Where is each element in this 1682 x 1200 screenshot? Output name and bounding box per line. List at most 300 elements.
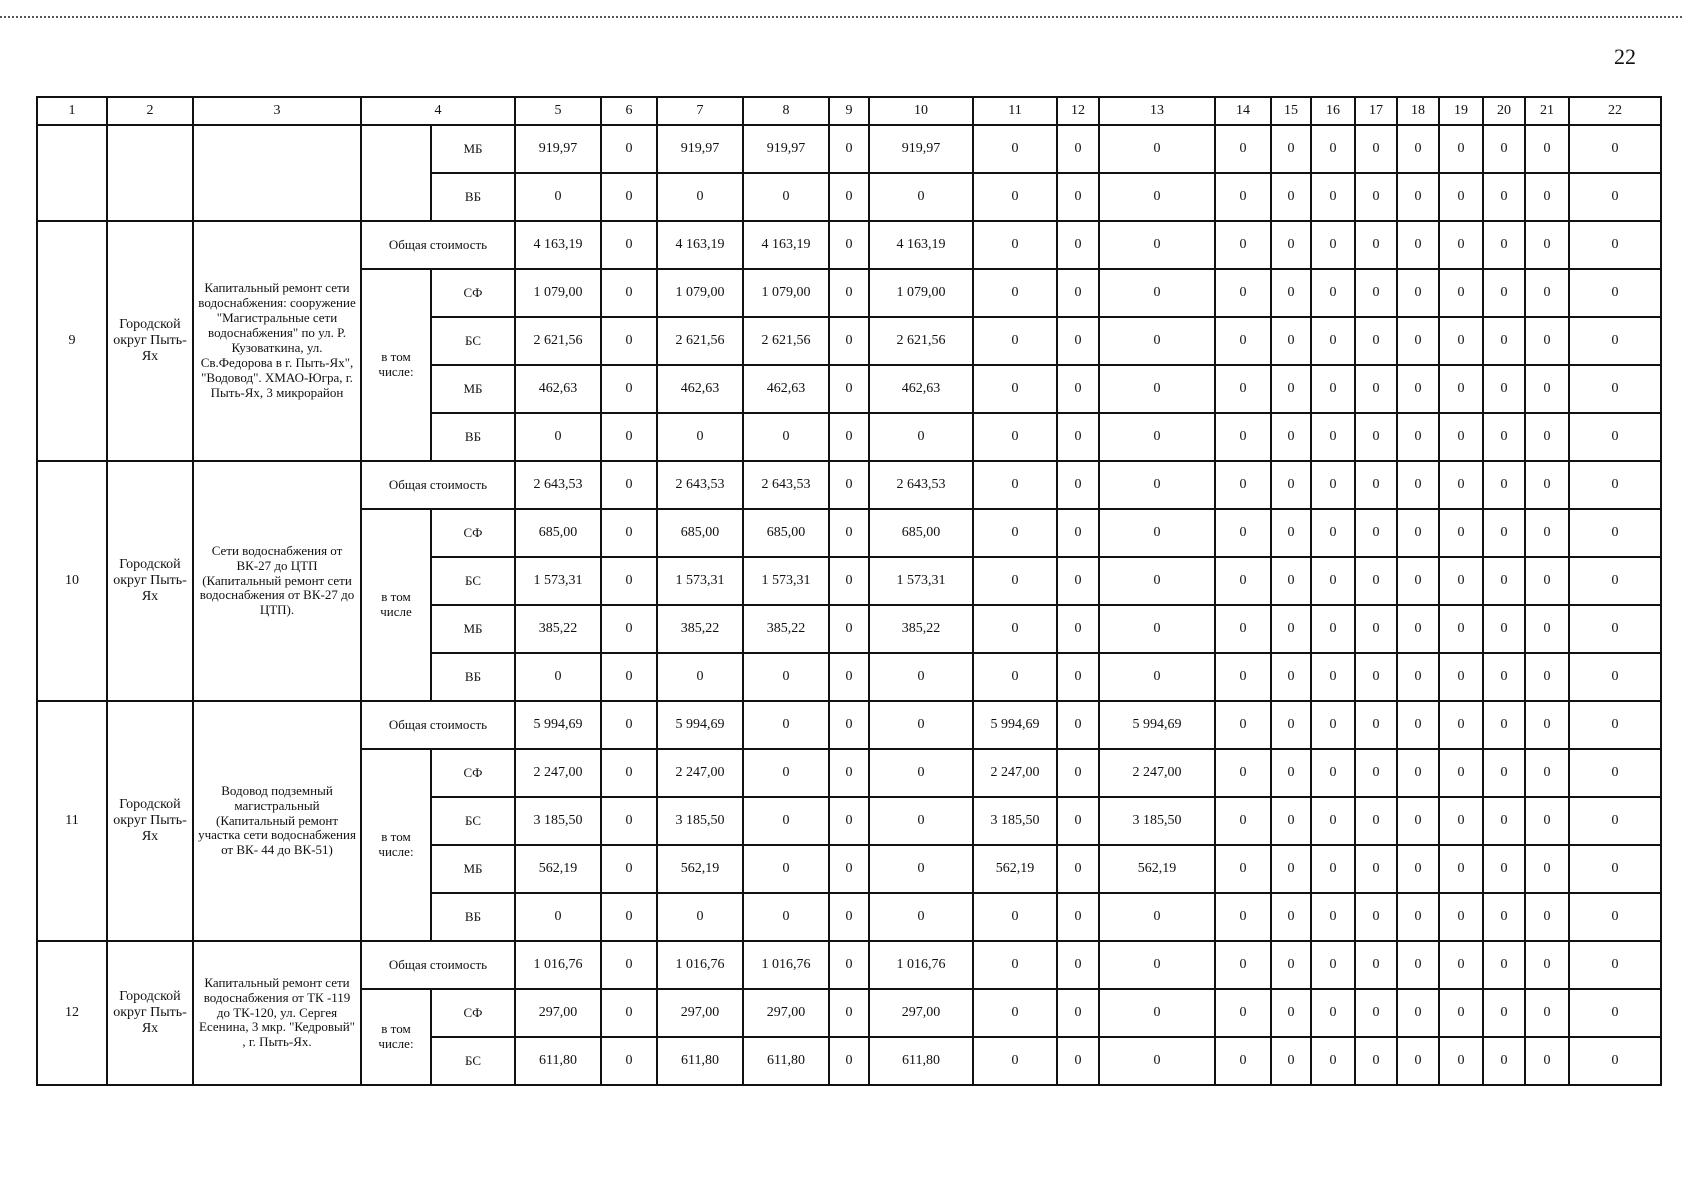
value-cell: 0 xyxy=(1569,317,1661,365)
municipality-cell: Городской округ Пыть-Ях xyxy=(107,461,193,701)
value-cell: 0 xyxy=(829,893,869,941)
value-cell: 0 xyxy=(1057,317,1099,365)
value-cell: 0 xyxy=(1215,653,1271,701)
value-cell: 0 xyxy=(1215,701,1271,749)
column-number-header: 14 xyxy=(1215,97,1271,125)
value-cell: 0 xyxy=(1271,269,1311,317)
value-cell: 0 xyxy=(1355,749,1397,797)
value-cell: 0 xyxy=(1057,173,1099,221)
value-cell: 1 016,76 xyxy=(657,941,743,989)
value-cell: 0 xyxy=(1439,605,1483,653)
value-cell: 0 xyxy=(601,605,657,653)
value-cell: 0 xyxy=(1439,941,1483,989)
value-cell: 0 xyxy=(1569,845,1661,893)
value-cell: 0 xyxy=(1483,221,1525,269)
value-cell: 0 xyxy=(1483,845,1525,893)
value-cell: 0 xyxy=(1271,653,1311,701)
value-cell: 0 xyxy=(1099,221,1215,269)
value-cell: 0 xyxy=(1215,749,1271,797)
value-cell: 0 xyxy=(1311,701,1355,749)
value-cell: 0 xyxy=(601,125,657,173)
value-cell: 0 xyxy=(1099,941,1215,989)
value-cell: 0 xyxy=(1355,653,1397,701)
value-cell: 0 xyxy=(1439,749,1483,797)
value-cell: 0 xyxy=(1483,797,1525,845)
value-cell: 5 994,69 xyxy=(1099,701,1215,749)
value-cell: 0 xyxy=(1439,221,1483,269)
value-cell: 0 xyxy=(1439,509,1483,557)
value-cell: 0 xyxy=(1215,845,1271,893)
value-cell: 0 xyxy=(1483,989,1525,1037)
value-cell: 0 xyxy=(1483,365,1525,413)
value-cell: 0 xyxy=(1311,605,1355,653)
value-cell: 919,97 xyxy=(657,125,743,173)
value-cell: 0 xyxy=(1569,989,1661,1037)
value-cell: 0 xyxy=(1397,653,1439,701)
value-cell: 0 xyxy=(1271,509,1311,557)
value-cell: 562,19 xyxy=(515,845,601,893)
funding-source-cell: БС xyxy=(431,797,515,845)
value-cell: 4 163,19 xyxy=(869,221,973,269)
value-cell: 0 xyxy=(1057,557,1099,605)
value-cell: 0 xyxy=(1525,365,1569,413)
value-cell: 0 xyxy=(1215,605,1271,653)
value-cell: 0 xyxy=(1483,605,1525,653)
value-cell: 0 xyxy=(601,365,657,413)
value-cell: 0 xyxy=(1355,269,1397,317)
value-cell: 0 xyxy=(1483,893,1525,941)
value-cell: 0 xyxy=(1057,461,1099,509)
value-cell: 2 643,53 xyxy=(515,461,601,509)
value-cell: 0 xyxy=(1525,461,1569,509)
object-name-cell xyxy=(193,125,361,221)
funding-source-cell: СФ xyxy=(431,989,515,1037)
value-cell: 0 xyxy=(1483,749,1525,797)
value-cell: 0 xyxy=(1215,221,1271,269)
value-cell: 462,63 xyxy=(515,365,601,413)
value-cell: 0 xyxy=(601,653,657,701)
value-cell: 297,00 xyxy=(869,989,973,1037)
value-cell: 0 xyxy=(869,893,973,941)
value-cell: 562,19 xyxy=(973,845,1057,893)
value-cell: 0 xyxy=(1569,125,1661,173)
value-cell: 0 xyxy=(1271,365,1311,413)
value-cell: 0 xyxy=(1215,509,1271,557)
column-number-header: 3 xyxy=(193,97,361,125)
value-cell: 0 xyxy=(515,413,601,461)
value-cell: 3 185,50 xyxy=(973,797,1057,845)
table-row xyxy=(37,701,1661,749)
value-cell: 0 xyxy=(1355,797,1397,845)
value-cell: 0 xyxy=(515,173,601,221)
value-cell: 0 xyxy=(1397,845,1439,893)
value-cell: 0 xyxy=(829,509,869,557)
value-cell: 0 xyxy=(1311,797,1355,845)
value-cell: 0 xyxy=(601,701,657,749)
column-number-header: 18 xyxy=(1397,97,1439,125)
municipality-cell: Городской округ Пыть-Ях xyxy=(107,701,193,941)
value-cell: 0 xyxy=(869,653,973,701)
value-cell: 0 xyxy=(1057,605,1099,653)
total-cost-label: Общая стоимость xyxy=(361,461,515,509)
value-cell: 0 xyxy=(1057,749,1099,797)
value-cell: 0 xyxy=(1439,317,1483,365)
value-cell: 0 xyxy=(973,461,1057,509)
value-cell: 0 xyxy=(1525,1037,1569,1085)
value-cell: 0 xyxy=(1099,413,1215,461)
value-cell: 0 xyxy=(1215,365,1271,413)
value-cell: 462,63 xyxy=(657,365,743,413)
value-cell: 0 xyxy=(829,557,869,605)
column-number-header: 21 xyxy=(1525,97,1569,125)
municipality-cell: Городской округ Пыть-Ях xyxy=(107,221,193,461)
value-cell: 0 xyxy=(1057,365,1099,413)
value-cell: 0 xyxy=(1355,941,1397,989)
object-name-cell: Водовод подземный магистральный (Капитальный ремонт участка сети водоснабжения от ВК- 44 до ВК-51) xyxy=(193,701,361,941)
value-cell: 0 xyxy=(1525,605,1569,653)
value-cell: 0 xyxy=(1311,317,1355,365)
value-cell: 1 573,31 xyxy=(743,557,829,605)
value-cell: 0 xyxy=(601,797,657,845)
value-cell: 0 xyxy=(973,653,1057,701)
value-cell: 0 xyxy=(1215,1037,1271,1085)
value-cell: 0 xyxy=(1569,701,1661,749)
value-cell: 0 xyxy=(1483,653,1525,701)
value-cell: 0 xyxy=(1271,173,1311,221)
value-cell: 0 xyxy=(829,989,869,1037)
value-cell: 385,22 xyxy=(743,605,829,653)
value-cell: 0 xyxy=(1483,317,1525,365)
value-cell: 1 573,31 xyxy=(657,557,743,605)
column-number-header: 9 xyxy=(829,97,869,125)
value-cell: 0 xyxy=(1271,797,1311,845)
value-cell: 0 xyxy=(1397,173,1439,221)
value-cell: 0 xyxy=(1569,893,1661,941)
value-cell: 0 xyxy=(1525,989,1569,1037)
value-cell: 0 xyxy=(1525,509,1569,557)
value-cell: 0 xyxy=(973,509,1057,557)
value-cell: 0 xyxy=(1355,557,1397,605)
value-cell: 562,19 xyxy=(1099,845,1215,893)
value-cell: 0 xyxy=(743,893,829,941)
value-cell: 0 xyxy=(829,749,869,797)
value-cell: 4 163,19 xyxy=(515,221,601,269)
value-cell: 0 xyxy=(1311,269,1355,317)
value-cell: 0 xyxy=(1355,317,1397,365)
value-cell: 0 xyxy=(1483,461,1525,509)
value-cell: 0 xyxy=(1569,653,1661,701)
municipality-cell xyxy=(107,125,193,221)
value-cell: 0 xyxy=(601,941,657,989)
value-cell: 0 xyxy=(1483,125,1525,173)
value-cell: 0 xyxy=(601,221,657,269)
value-cell: 3 185,50 xyxy=(657,797,743,845)
value-cell: 2 621,56 xyxy=(657,317,743,365)
value-cell: 2 247,00 xyxy=(973,749,1057,797)
value-cell: 0 xyxy=(1569,749,1661,797)
value-cell: 0 xyxy=(1271,413,1311,461)
value-cell: 0 xyxy=(1439,797,1483,845)
value-cell: 0 xyxy=(1397,749,1439,797)
value-cell: 0 xyxy=(1525,941,1569,989)
value-cell: 5 994,69 xyxy=(657,701,743,749)
table-row xyxy=(37,941,1661,989)
value-cell: 0 xyxy=(1397,269,1439,317)
column-number-header: 10 xyxy=(869,97,973,125)
value-cell: 385,22 xyxy=(515,605,601,653)
value-cell: 0 xyxy=(1397,413,1439,461)
value-cell: 0 xyxy=(829,173,869,221)
value-cell: 0 xyxy=(1525,125,1569,173)
value-cell: 0 xyxy=(515,893,601,941)
value-cell: 919,97 xyxy=(869,125,973,173)
value-cell: 5 994,69 xyxy=(973,701,1057,749)
value-cell: 0 xyxy=(973,365,1057,413)
value-cell: 0 xyxy=(973,1037,1057,1085)
value-cell: 0 xyxy=(601,173,657,221)
column-number-header: 12 xyxy=(1057,97,1099,125)
header-row xyxy=(37,97,1661,125)
value-cell: 0 xyxy=(829,413,869,461)
funding-source-cell: МБ xyxy=(431,125,515,173)
value-cell: 0 xyxy=(1397,221,1439,269)
funding-source-cell: МБ xyxy=(431,605,515,653)
value-cell: 0 xyxy=(1439,557,1483,605)
value-cell: 1 079,00 xyxy=(869,269,973,317)
value-cell: 0 xyxy=(829,701,869,749)
table-row xyxy=(37,221,1661,269)
value-cell: 0 xyxy=(1311,125,1355,173)
value-cell: 0 xyxy=(1215,413,1271,461)
value-cell: 0 xyxy=(1397,605,1439,653)
value-cell: 0 xyxy=(1525,317,1569,365)
value-cell: 0 xyxy=(1525,893,1569,941)
value-cell: 0 xyxy=(1355,845,1397,893)
value-cell: 0 xyxy=(1057,989,1099,1037)
including-label-cell: в том числе xyxy=(361,509,431,701)
value-cell: 297,00 xyxy=(515,989,601,1037)
value-cell: 0 xyxy=(743,797,829,845)
value-cell: 0 xyxy=(1439,125,1483,173)
value-cell: 0 xyxy=(1099,1037,1215,1085)
value-cell: 685,00 xyxy=(657,509,743,557)
value-cell: 0 xyxy=(1439,653,1483,701)
value-cell: 919,97 xyxy=(515,125,601,173)
column-number-header: 16 xyxy=(1311,97,1355,125)
value-cell: 0 xyxy=(869,173,973,221)
value-cell: 0 xyxy=(829,653,869,701)
value-cell: 2 643,53 xyxy=(657,461,743,509)
value-cell: 1 079,00 xyxy=(743,269,829,317)
value-cell: 385,22 xyxy=(657,605,743,653)
value-cell: 0 xyxy=(657,413,743,461)
value-cell: 2 621,56 xyxy=(515,317,601,365)
value-cell: 0 xyxy=(1483,941,1525,989)
value-cell: 0 xyxy=(657,893,743,941)
value-cell: 1 573,31 xyxy=(869,557,973,605)
value-cell: 0 xyxy=(1569,461,1661,509)
value-cell: 0 xyxy=(829,797,869,845)
value-cell: 0 xyxy=(743,173,829,221)
value-cell: 0 xyxy=(1439,1037,1483,1085)
funding-source-cell: СФ xyxy=(431,749,515,797)
value-cell: 0 xyxy=(1311,173,1355,221)
value-cell: 0 xyxy=(1397,317,1439,365)
value-cell: 0 xyxy=(1355,989,1397,1037)
value-cell: 0 xyxy=(1355,413,1397,461)
value-cell: 297,00 xyxy=(743,989,829,1037)
value-cell: 0 xyxy=(1271,941,1311,989)
value-cell: 0 xyxy=(1397,941,1439,989)
value-cell: 0 xyxy=(1057,413,1099,461)
value-cell: 0 xyxy=(1311,509,1355,557)
value-cell: 0 xyxy=(1311,749,1355,797)
value-cell: 0 xyxy=(1057,893,1099,941)
column-number-header: 4 xyxy=(361,97,515,125)
value-cell: 0 xyxy=(829,1037,869,1085)
value-cell: 0 xyxy=(1525,749,1569,797)
column-number-header: 17 xyxy=(1355,97,1397,125)
value-cell: 0 xyxy=(1311,1037,1355,1085)
including-label-cell: в том числе: xyxy=(361,749,431,941)
value-cell: 0 xyxy=(1271,845,1311,893)
value-cell: 0 xyxy=(869,701,973,749)
value-cell: 297,00 xyxy=(657,989,743,1037)
value-cell: 0 xyxy=(829,365,869,413)
value-cell: 0 xyxy=(1271,749,1311,797)
value-cell: 0 xyxy=(1525,845,1569,893)
value-cell: 0 xyxy=(743,653,829,701)
funding-source-cell: БС xyxy=(431,557,515,605)
value-cell: 0 xyxy=(869,845,973,893)
value-cell: 0 xyxy=(1439,461,1483,509)
value-cell: 0 xyxy=(973,413,1057,461)
value-cell: 0 xyxy=(1099,509,1215,557)
value-cell: 0 xyxy=(1525,797,1569,845)
value-cell: 611,80 xyxy=(743,1037,829,1085)
value-cell: 0 xyxy=(601,269,657,317)
value-cell: 0 xyxy=(1483,509,1525,557)
value-cell: 685,00 xyxy=(869,509,973,557)
budget-table xyxy=(36,96,1662,1086)
value-cell: 0 xyxy=(1569,269,1661,317)
value-cell: 0 xyxy=(1439,701,1483,749)
value-cell: 0 xyxy=(1355,509,1397,557)
value-cell: 0 xyxy=(1397,701,1439,749)
value-cell: 0 xyxy=(1397,365,1439,413)
value-cell: 0 xyxy=(1525,269,1569,317)
value-cell: 0 xyxy=(1311,365,1355,413)
value-cell: 0 xyxy=(1271,1037,1311,1085)
column-number-header: 5 xyxy=(515,97,601,125)
funding-source-cell: СФ xyxy=(431,269,515,317)
value-cell: 0 xyxy=(601,1037,657,1085)
value-cell: 0 xyxy=(743,749,829,797)
value-cell: 0 xyxy=(1099,653,1215,701)
value-cell: 0 xyxy=(1057,797,1099,845)
value-cell: 0 xyxy=(1569,1037,1661,1085)
value-cell: 0 xyxy=(1569,797,1661,845)
value-cell: 0 xyxy=(973,557,1057,605)
value-cell: 0 xyxy=(973,125,1057,173)
value-cell: 0 xyxy=(1483,269,1525,317)
object-name-cell: Капитальный ремонт сети водоснабжения: сооружение "Магистральные сети водоснабжения" по ул. Р. Кузоваткина, ул. Св.Федорова в г. Пыть-Ях", "Водовод". ХМАО-Югра, г. Пыть-Ях, 3 микрорайон xyxy=(193,221,361,461)
funding-source-cell: ВБ xyxy=(431,653,515,701)
value-cell: 0 xyxy=(743,413,829,461)
value-cell: 0 xyxy=(1355,365,1397,413)
value-cell: 0 xyxy=(1215,797,1271,845)
value-cell: 0 xyxy=(973,221,1057,269)
value-cell: 3 185,50 xyxy=(1099,797,1215,845)
value-cell: 0 xyxy=(1355,173,1397,221)
value-cell: 0 xyxy=(1397,557,1439,605)
value-cell: 0 xyxy=(1215,557,1271,605)
value-cell: 385,22 xyxy=(869,605,973,653)
value-cell: 0 xyxy=(1057,653,1099,701)
total-cost-label: Общая стоимость xyxy=(361,941,515,989)
value-cell: 0 xyxy=(1397,797,1439,845)
value-cell: 0 xyxy=(601,461,657,509)
value-cell: 0 xyxy=(601,893,657,941)
funding-source-cell: БС xyxy=(431,1037,515,1085)
value-cell: 462,63 xyxy=(869,365,973,413)
value-cell: 0 xyxy=(869,749,973,797)
value-cell: 0 xyxy=(1355,605,1397,653)
value-cell: 0 xyxy=(1271,893,1311,941)
value-cell: 0 xyxy=(1271,989,1311,1037)
funding-source-cell: ВБ xyxy=(431,413,515,461)
value-cell: 0 xyxy=(515,653,601,701)
value-cell: 0 xyxy=(829,269,869,317)
value-cell: 0 xyxy=(1311,653,1355,701)
value-cell: 0 xyxy=(1439,989,1483,1037)
column-number-header: 1 xyxy=(37,97,107,125)
value-cell: 0 xyxy=(743,845,829,893)
value-cell: 2 247,00 xyxy=(657,749,743,797)
value-cell: 0 xyxy=(1439,365,1483,413)
value-cell: 0 xyxy=(1057,221,1099,269)
value-cell: 0 xyxy=(1311,989,1355,1037)
value-cell: 1 573,31 xyxy=(515,557,601,605)
column-number-header: 8 xyxy=(743,97,829,125)
value-cell: 0 xyxy=(1099,125,1215,173)
value-cell: 0 xyxy=(1057,1037,1099,1085)
value-cell: 685,00 xyxy=(743,509,829,557)
value-cell: 0 xyxy=(973,893,1057,941)
value-cell: 919,97 xyxy=(743,125,829,173)
total-cost-label: Общая стоимость xyxy=(361,701,515,749)
value-cell: 0 xyxy=(1355,893,1397,941)
column-number-header: 11 xyxy=(973,97,1057,125)
value-cell: 0 xyxy=(1215,317,1271,365)
value-cell: 0 xyxy=(1271,461,1311,509)
column-number-header: 22 xyxy=(1569,97,1661,125)
value-cell: 0 xyxy=(1099,461,1215,509)
object-name-cell: Капитальный ремонт сети водоснабжения от ТК -119 до ТК-120, ул. Сергея Есенина, 3 мкр. "Кедровый" , г. Пыть-Ях. xyxy=(193,941,361,1085)
value-cell: 0 xyxy=(1483,413,1525,461)
column-number-header: 6 xyxy=(601,97,657,125)
value-cell: 2 247,00 xyxy=(515,749,601,797)
value-cell: 0 xyxy=(1311,557,1355,605)
value-cell: 462,63 xyxy=(743,365,829,413)
value-cell: 611,80 xyxy=(657,1037,743,1085)
value-cell: 0 xyxy=(1057,269,1099,317)
value-cell: 0 xyxy=(829,845,869,893)
value-cell: 0 xyxy=(1525,173,1569,221)
value-cell: 0 xyxy=(1311,941,1355,989)
value-cell: 0 xyxy=(973,989,1057,1037)
value-cell: 0 xyxy=(829,605,869,653)
